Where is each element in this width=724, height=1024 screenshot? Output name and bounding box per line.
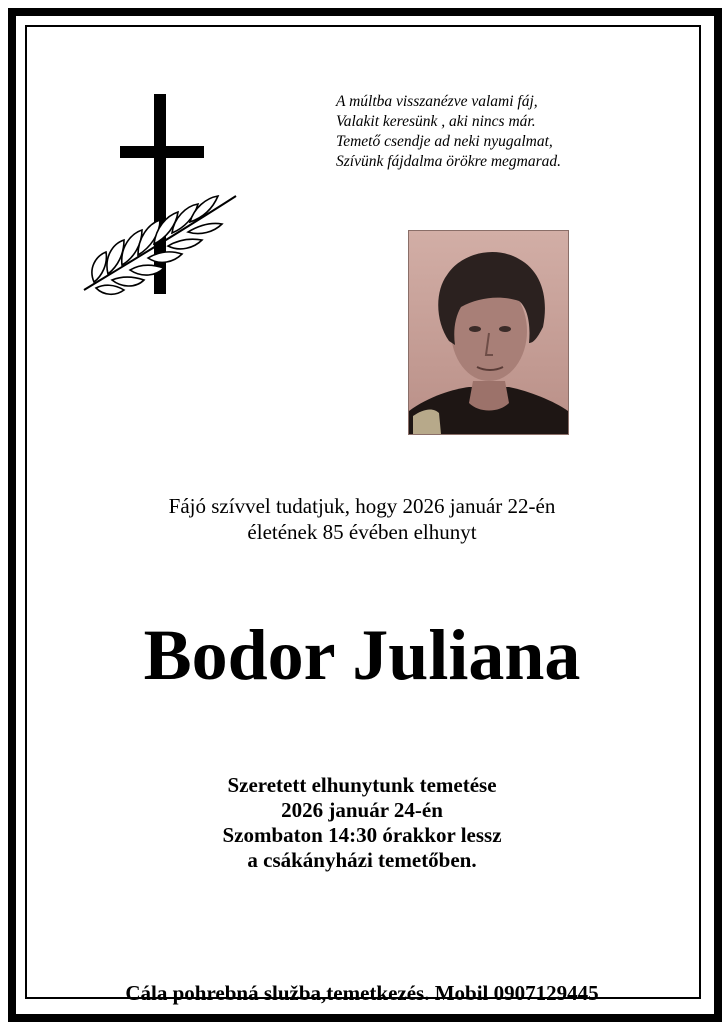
poem-line: Valakit keresünk , aki nincs már. bbox=[336, 113, 536, 130]
funeral-details bbox=[0, 773, 724, 873]
cross-with-palm-icon bbox=[80, 92, 240, 302]
announcement-line: Fájó szívvel tudatjuk, hogy 2026 január 22-én bbox=[168, 494, 556, 518]
poem-line: Szívünk fájdalma örökre megmarad. bbox=[336, 153, 562, 170]
funeral-line: Szeretett elhunytunk temetése bbox=[227, 773, 497, 797]
poem-line: A múltba visszanézve valami fáj, bbox=[336, 93, 538, 110]
deceased-name: Bodor Juliana bbox=[143, 615, 581, 695]
poem-line: Temető csendje ad neki nyugalmat, bbox=[336, 133, 553, 150]
announcement bbox=[0, 493, 724, 545]
announcement-line: életének 85 évében elhunyt bbox=[247, 520, 477, 544]
funeral-service-contact: Cála pohrebná služba,temetkezés. Mobil 0907129445 bbox=[125, 981, 599, 1005]
portrait-photo bbox=[408, 230, 569, 435]
funeral-line: 2026 január 24-én bbox=[281, 798, 443, 822]
funeral-line: Szombaton 14:30 órakkor lessz bbox=[222, 823, 502, 847]
memorial-poem bbox=[336, 92, 666, 172]
funeral-line: a csákányházi temetőben. bbox=[247, 848, 477, 872]
